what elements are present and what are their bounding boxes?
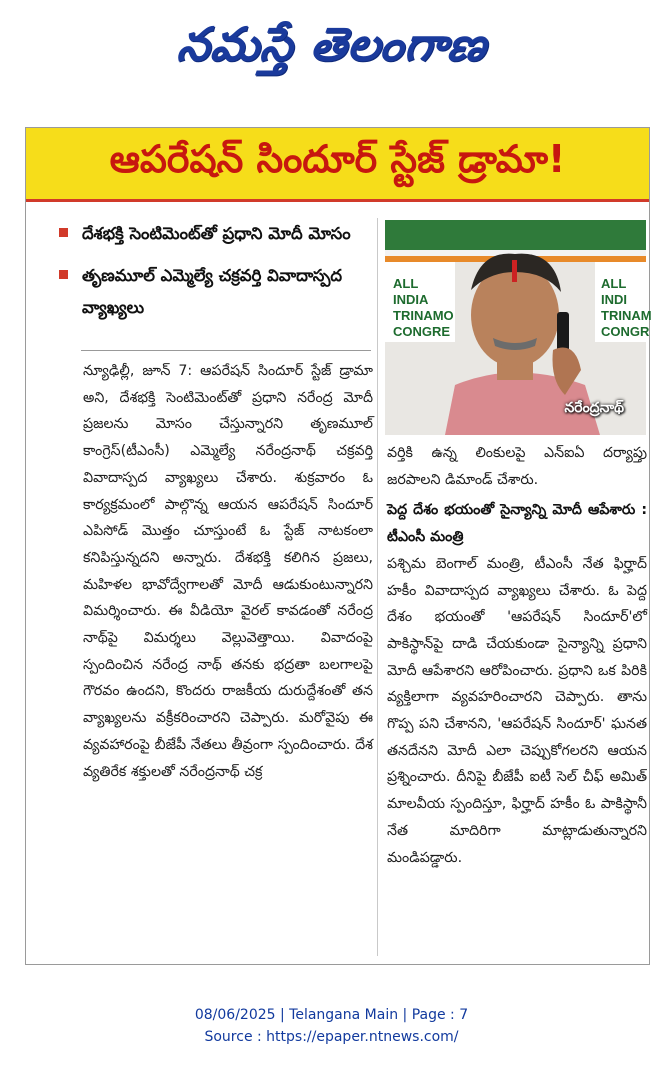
headline-band bbox=[26, 128, 649, 202]
article-clipping bbox=[25, 127, 650, 965]
body-paragraph: న్యూఢిల్లీ, జూన్ 7: ఆపరేషన్ సిందూర్ స్టేజ్ డ్రామా అని, దేశభక్తి సెంటిమెంట్‌తో ప్రధాని నరేంద్ర మోదీ ప్రజలను మోసం చేస్తున్నారని తృణమూల్ కాంగ్రెస్(టీఎంసీ) ఎమ్మెల్యే నరేంద్రనాథ్ చక్రవర్తి వివాదాస్పద వ్యాఖ్యలు చేశారు. శుక్రవారం ఓ కార్యక్రమంలో పాల్గొన్న ఆయన ఆపరేషన్ సిందూర్ ఎపిసోడ్ మొత్తం చూస్తుంటే ఓ స్టేజ్ నాటకంలా కనిపిస్తున్నదని అన్నారు. దేశభక్తి కలిగిన ప్రజలు, మహిళల భావోద్వేగాలతో మోదీ ఆడుకుంటున్నారని విమర్శించారు. ఈ వీడియో వైరల్ కావడంతో నరేంద్ర నాథ్‌పై విమర్శలు వెల్లువెత్తాయి. వివాదంపై స్పందించిన నరేంద్ర నాథ్ తనకు భద్రతా బలగాలపై గౌరవం ఉందని, కొందరు రాజకీయ దురుద్దేశంతో తన వ్యాఖ్యలను వక్రీకరించారని చెప్పారు. మరోవైపు ఈ వ్యవహారంపై బీజేపీ నేతలు తీవ్రంగా స్పందించారు. దేశ వ్యతిరేక శక్తులతో నరేంద్రనాథ్ చక్ర bbox=[83, 363, 373, 780]
highlight-text: దేశభక్తి సెంటిమెంట్‌తో ప్రధాని మోదీ మోసం bbox=[82, 224, 351, 243]
newspaper-name: నమస్తే తెలంగాణ bbox=[174, 17, 490, 71]
highlights bbox=[59, 218, 371, 334]
highlight-item bbox=[59, 260, 371, 324]
svg-text:TRINAMO: TRINAMO bbox=[393, 308, 454, 323]
svg-text:ALL: ALL bbox=[601, 276, 627, 291]
photo-caption: నరేంద్రనాథ్ bbox=[564, 400, 624, 416]
svg-text:INDIA: INDIA bbox=[393, 292, 429, 307]
footer bbox=[0, 1004, 663, 1048]
body-column-left bbox=[83, 358, 373, 785]
svg-text:ALL: ALL bbox=[393, 276, 419, 291]
body-paragraph: పశ్చిమ బెంగాల్ మంత్రి, టీఎంసీ నేత ఫిర్హాద్ హకీం వివాదాస్పద వ్యాఖ్యలు చేశారు. ఓ పెద్ద దేశం భయంతో 'ఆపరేషన్ సిందూర్'లో పాకిస్థాన్‌పై దాడి చేయకుండా సైన్యాన్ని ప్రధాని మోదీ ఆపేశారని ఆరోపించారు. ప్రధాని ఒక పిరికి వ్యక్తిలాగా వ్యవహరించారని చెప్పారు. తాను గొప్ప పని చేశానని, 'ఆపరేషన్ సిందూర్' ఘనత తనదేనని మోదీ ఎలా చెప్పుకోగలరని ఆయన ప్రశ్నించారు. దీనిపై బీజేపీ ఐటీ సెల్ చీఫ్ అమిత్ మాలవీయ స్పందిస్తూ, ఫిర్హాద్ హకీం ఓ పాకిస్థానీ నేత మాదిరిగా మాట్లాడుతున్నారని మండిపడ్డారు. bbox=[387, 555, 647, 866]
column-rule bbox=[377, 218, 378, 956]
highlight-item bbox=[59, 218, 371, 250]
svg-text:TRINAM: TRINAM bbox=[601, 308, 652, 323]
publication-info: 08/06/2025 | Telangana Main | Page : 7 bbox=[194, 1007, 469, 1023]
svg-text:INDI: INDI bbox=[601, 292, 627, 307]
svg-text:CONGRE: CONGRE bbox=[393, 324, 451, 339]
body-column-right bbox=[387, 440, 647, 871]
highlight-text: తృణమూల్ ఎమ్మెల్యే చక్రవర్తి వివాదాస్పద వ్యాఖ్యలు bbox=[82, 266, 342, 317]
headline: ఆపరేషన్ సిందూర్ స్టేజ్ డ్రామా! bbox=[109, 136, 566, 181]
source-link[interactable]: Source : https://epaper.ntnews.com/ bbox=[204, 1029, 459, 1045]
bullet-square-icon bbox=[59, 228, 68, 237]
photo-narendranath bbox=[385, 220, 652, 435]
divider bbox=[81, 350, 371, 351]
body-paragraph: వర్తికి ఉన్న లింకులపై ఎన్ఐఏ దర్యాప్తు జరపాలని డిమాండ్ చేశారు. bbox=[387, 445, 647, 488]
bullet-square-icon bbox=[59, 270, 68, 279]
subheading: పెద్ద దేశం భయంతో సైన్యాన్ని మోదీ ఆపేశారు : టీఎంసీ మంత్రి bbox=[387, 502, 647, 546]
svg-text:CONGR: CONGR bbox=[601, 324, 650, 339]
masthead bbox=[0, 0, 663, 100]
